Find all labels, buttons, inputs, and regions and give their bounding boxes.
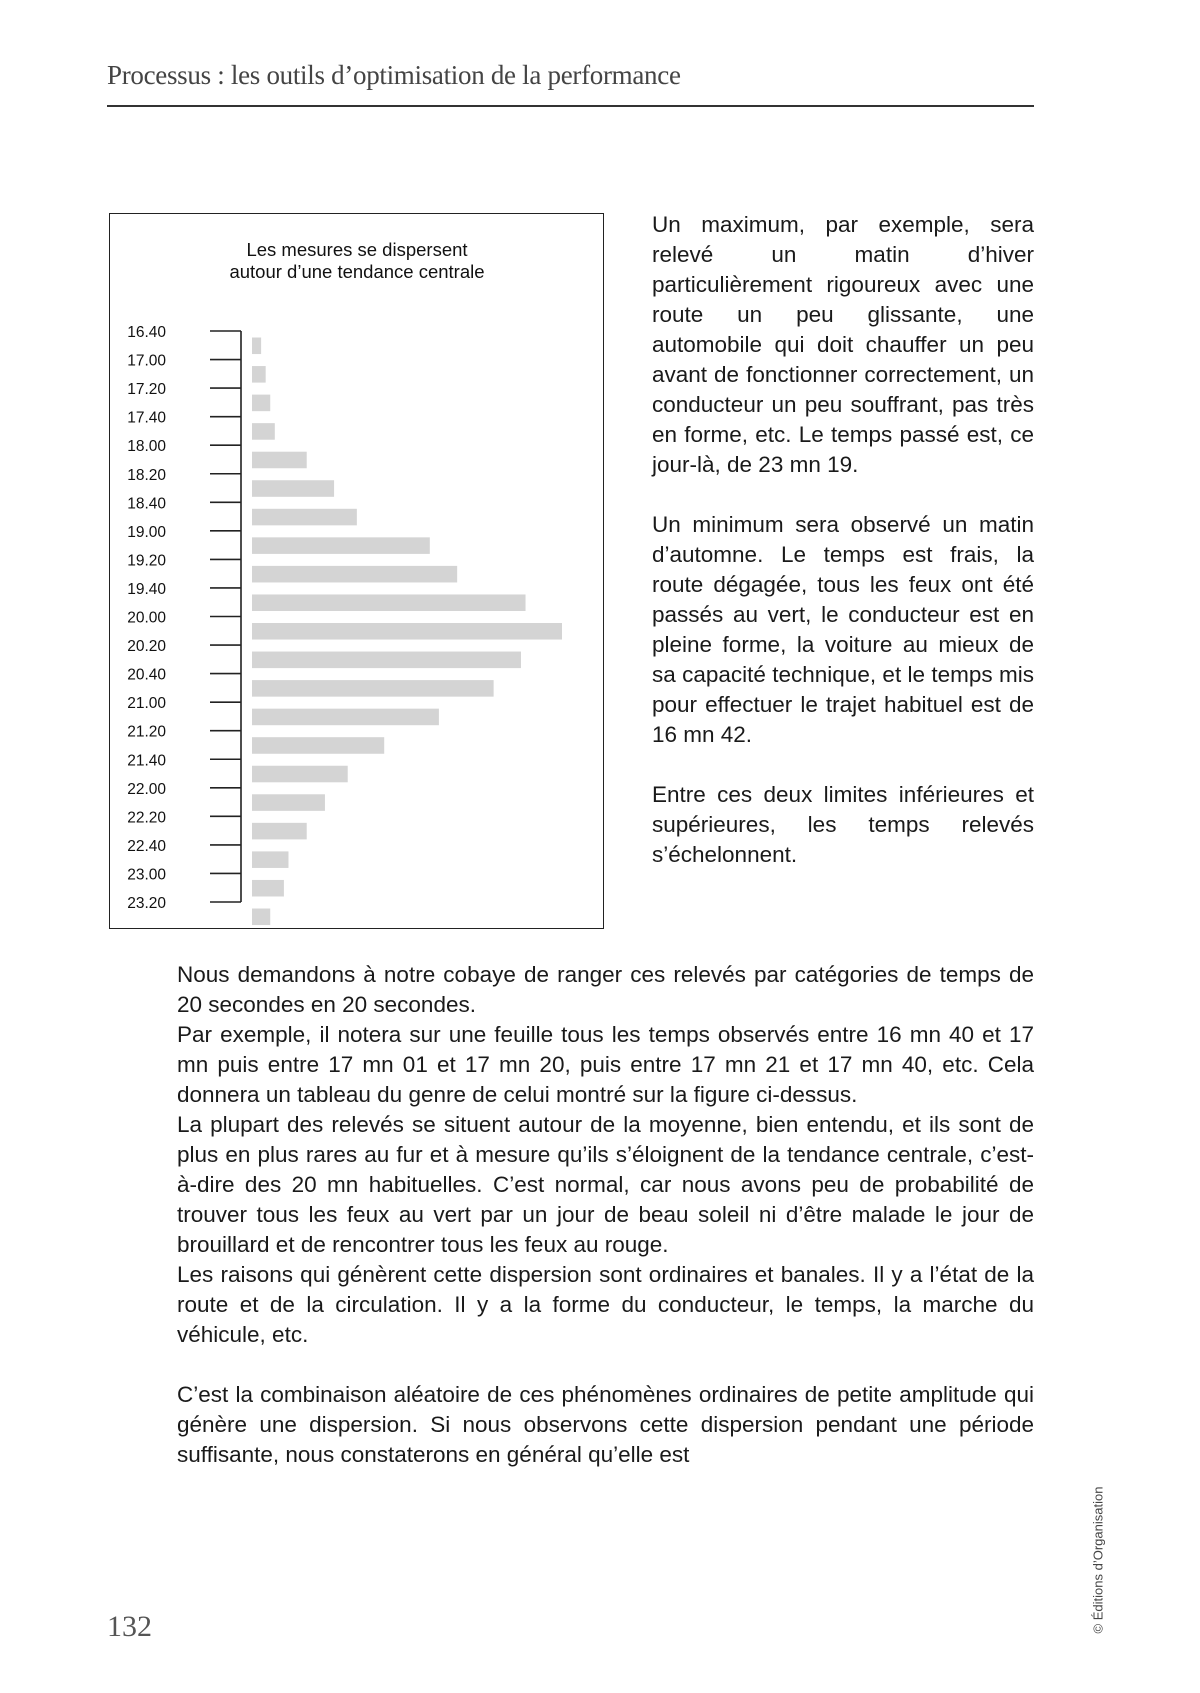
histogram-bar bbox=[252, 423, 275, 440]
y-tick-label: 19.40 bbox=[127, 580, 166, 598]
y-tick-label: 20.40 bbox=[127, 666, 166, 684]
histogram-bar bbox=[252, 480, 334, 497]
chart-title-line1: Les mesures se dispersent bbox=[246, 239, 468, 260]
histogram-bar bbox=[252, 766, 348, 783]
right-text-column bbox=[652, 210, 1034, 900]
histogram-bar bbox=[252, 509, 357, 526]
body-paragraph-4: Les raisons qui génèrent cette dispersion sont ordinaires et banales. Il y a l’état de la route et de la circulation. Il y a la forme du conducteur, le temps, la marche du véhicule, etc. bbox=[177, 1262, 1034, 1347]
header-rule bbox=[107, 105, 1034, 107]
histogram-bar bbox=[252, 737, 384, 754]
histogram-bar bbox=[252, 794, 325, 811]
y-tick-label: 21.20 bbox=[127, 723, 166, 741]
page-number: 132 bbox=[107, 1610, 152, 1643]
histogram-bar bbox=[252, 537, 430, 554]
y-tick-label: 20.00 bbox=[127, 609, 166, 627]
paragraph-limits: Entre ces deux limites inférieures et supérieures, les temps relevés s’échelonnent. bbox=[652, 782, 1034, 867]
histogram-bar bbox=[252, 566, 457, 583]
y-tick-label: 23.20 bbox=[127, 895, 166, 912]
histogram-bar bbox=[252, 652, 521, 669]
y-tick-label: 23.00 bbox=[127, 866, 166, 884]
histogram-bar bbox=[252, 709, 439, 726]
y-tick-label: 22.20 bbox=[127, 809, 166, 827]
paragraph-maximum: Un maximum, par exemple, sera relevé un matin d’hiver particulièrement rigoureux avec une route un peu glissante, une automobile qui doit chauffer un peu avant de fonctionner correctement, un conducteur un peu souffrant, pas très en forme, etc. Le temps passé est, ce jour-là, de 23 mn 19. bbox=[652, 212, 1034, 477]
histogram-figure bbox=[109, 213, 604, 929]
histogram-bar bbox=[252, 337, 261, 354]
histogram-bar bbox=[252, 680, 494, 697]
body-paragraph-2: Par exemple, il notera sur une feuille tous les temps observés entre 16 mn 40 et 17 mn puis entre 17 mn 01 et 17 mn 20, puis entre 17 mn 21 et 17 mn 40, etc. Cela donnera un tableau du genre de celui montré sur la figure ci-dessus. bbox=[177, 1022, 1034, 1107]
y-tick-label: 19.20 bbox=[127, 552, 166, 570]
paragraph-minimum: Un minimum sera observé un matin d’automne. Le temps est frais, la route dégagée, tous les feux ont été passés au vert, le conducteur est en pleine forme, la voiture au mieux de sa capacité technique, et le temps mis pour effectuer le trajet habituel est de 16 mn 42. bbox=[652, 512, 1034, 747]
body-paragraph-1: Nous demandons à notre cobaye de ranger ces relevés par catégories de temps de 20 secondes en 20 secondes. bbox=[177, 962, 1034, 1017]
y-tick-label: 17.40 bbox=[127, 409, 166, 427]
histogram-bar bbox=[252, 366, 266, 383]
histogram-chart bbox=[110, 214, 605, 930]
y-tick-label: 17.20 bbox=[127, 381, 166, 399]
y-tick-label: 18.20 bbox=[127, 466, 166, 484]
histogram-bar bbox=[252, 594, 526, 611]
body-paragraph-3: La plupart des relevés se situent autour de la moyenne, bien entendu, et ils sont de plus en plus rares au fur et à mesure qu’ils s’éloignent de la tendance centrale, c’est-à-dire des 20 mn habituelles. C’est normal, car nous avons peu de probabilité de trouver tous les feux au vert par un jour de beau soleil ni d’être malade le jour de brouillard et de rencontrer tous les feux au rouge. bbox=[177, 1112, 1034, 1257]
running-header: Processus : les outils d’optimisation de la performance bbox=[107, 60, 681, 90]
y-tick-label: 16.40 bbox=[127, 324, 166, 341]
histogram-bar bbox=[252, 623, 562, 640]
y-tick-label: 18.00 bbox=[127, 438, 166, 456]
y-tick-label: 17.00 bbox=[127, 352, 166, 370]
body-text bbox=[177, 960, 1034, 1470]
y-tick-label: 21.00 bbox=[127, 695, 166, 713]
histogram-bar bbox=[252, 851, 288, 868]
histogram-bar bbox=[252, 452, 307, 469]
body-paragraph-5: C’est la combinaison aléatoire de ces phénomènes ordinaires de petite amplitude qui génère une dispersion. Si nous observons cette dispersion pendant une période suffisante, nous constaterons en général qu’elle est bbox=[177, 1382, 1034, 1467]
histogram-bar bbox=[252, 395, 270, 412]
histogram-bar bbox=[252, 823, 307, 840]
copyright-notice: © Éditions d’Organisation bbox=[1090, 1486, 1106, 1634]
y-tick-label: 19.00 bbox=[127, 523, 166, 541]
histogram-bar bbox=[252, 880, 284, 897]
y-tick-label: 18.40 bbox=[127, 495, 166, 513]
y-tick-label: 22.00 bbox=[127, 780, 166, 798]
chart-title-line2: autour d’une tendance centrale bbox=[229, 261, 485, 282]
y-tick-label: 22.40 bbox=[127, 837, 166, 855]
y-tick-label: 20.20 bbox=[127, 638, 166, 656]
histogram-bar bbox=[252, 908, 270, 925]
y-tick-label: 21.40 bbox=[127, 752, 166, 770]
